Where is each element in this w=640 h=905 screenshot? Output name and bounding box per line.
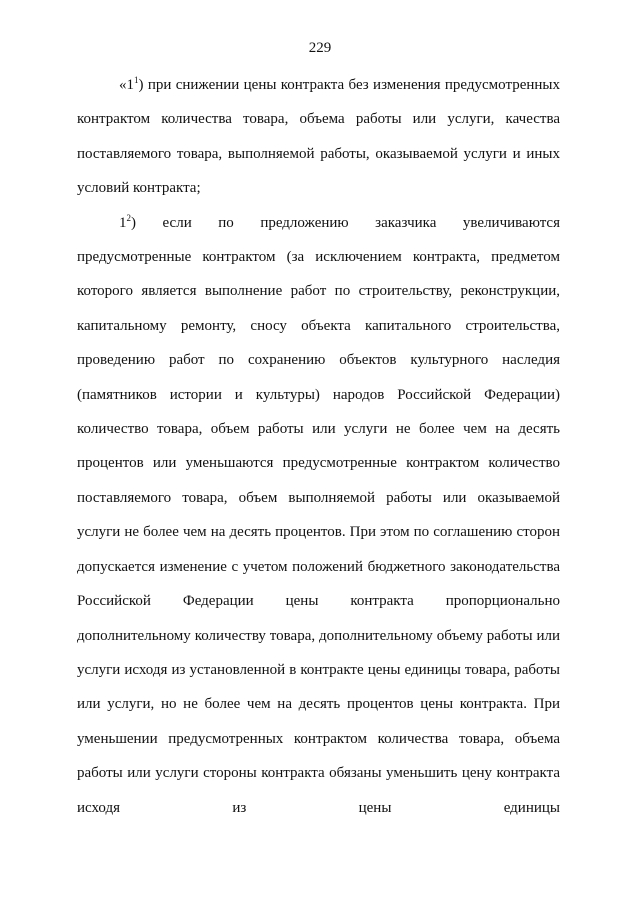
item-superscript: 1	[134, 75, 139, 85]
item-number: «1	[119, 77, 134, 93]
page-number: 229	[308, 40, 332, 56]
paragraph-text: ) при снижении цены контракта без изменения предусмотренных контрактом количества товара, объема работы или услуги, качества поставляемого товара, выполняемой работы, оказываемой услуги и иных условий контракта;	[77, 77, 560, 197]
item-number: 1	[119, 214, 127, 231]
paragraph-text: ) если по предложению заказчика увеличиваются предусмотренные контрактом (за исключением контракта, предметом которого является выполнение работ по строительству, реконструкции, капитальному ремонту, сносу объекта капитального строительства, проведению работ по сохранению объектов культурного наследия (памятников истории и культуры) народов Российской Федерации) количество товара, объем работы или услуги не более чем на десять процентов или уменьшаются предусмотренные контрактом количество поставляемого товара, объем выполняемой работы или оказываемой услуги не более чем на десять процентов. При этом по соглашению сторон допускается изменение с учетом положений бюджетного законодательства Российской Федерации цены контракта пропорционально дополнительному количеству товара, дополнительному объему работы или услуги исходя из установленной в контракте цены единицы товара, работы или услуги, но не более чем на десять процентов цены контракта. При уменьшении предусмотренных контрактом количества товара, объема работы или услуги стороны контракта обязаны уменьшить цену контракта исходя из цены единицы	[77, 214, 560, 816]
paragraph-item-1-1	[77, 68, 560, 206]
item-superscript: 2	[126, 212, 131, 223]
document-body	[77, 68, 560, 825]
paragraph-item-1-2	[77, 206, 560, 825]
